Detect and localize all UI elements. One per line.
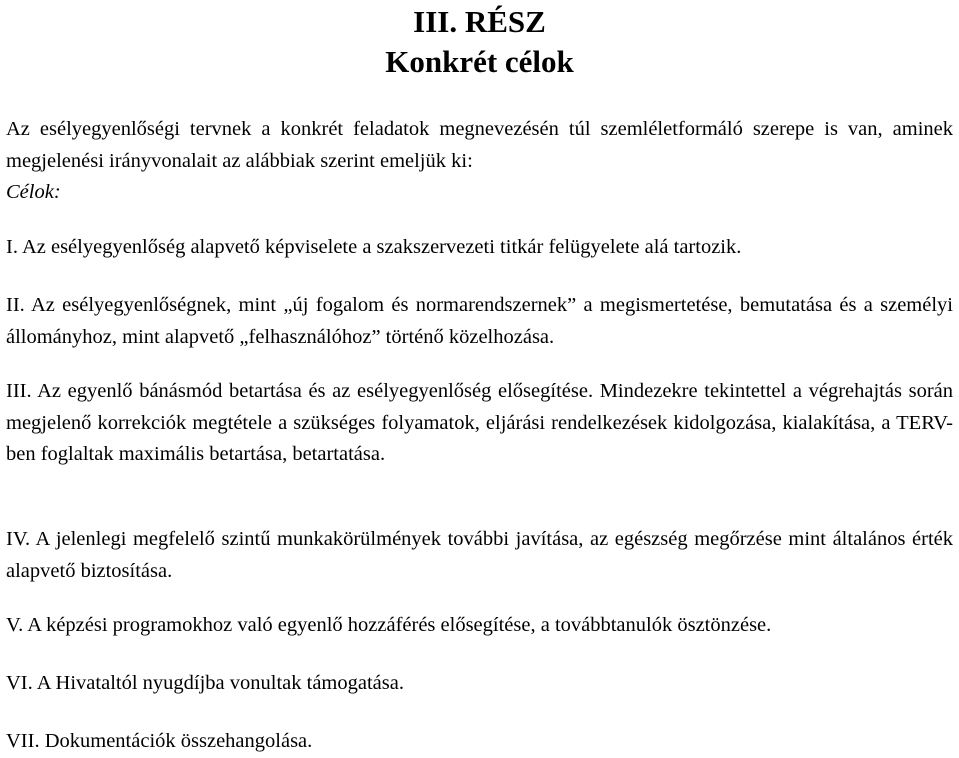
goal-item-2: II. Az esélyegyenlőségnek, mint „új fogalom és normarendszernek” a megismertetése, bemutatása és a személyi állományhoz, mint alapvető „felhasználóhoz” történő közelhozása.	[6, 294, 953, 348]
goals-label: Célok:	[6, 181, 61, 203]
goal-item-6: VI. A Hivataltól nyugdíjba vonultak támogatása.	[6, 672, 404, 694]
goal-item-1: I. Az esélyegyenlőség alapvető képviselete a szakszervezeti titkár felügyelete alá tartozik.	[6, 236, 742, 258]
goal-item-5: V. A képzési programokhoz való egyenlő hozzáférés elősegítése, a továbbtanulók ösztönzése.	[6, 614, 772, 636]
title-line-2: Konkrét célok	[385, 44, 574, 79]
intro-paragraph: Az esélyegyenlőségi tervnek a konkrét feladatok megnevezésén túl szemléletformáló szerepe is van, aminek megjelenési irányvonalait az alábbiak szerint emeljük ki:	[6, 118, 953, 172]
page-title	[0, 2, 959, 82]
goal-item-7: VII. Dokumentációk összehangolása.	[6, 730, 313, 752]
title-line-1: III. RÉSZ	[413, 4, 546, 39]
goal-item-4: IV. A jelenlegi megfelelő szintű munkakörülmények további javítása, az egészség megőrzése mint általános érték alapvető biztosítása.	[6, 528, 953, 582]
goal-item-3: III. Az egyenlő bánásmód betartása és az esélyegyenlőség elősegítése. Mindezekre tekintettel a végrehajtás során megjelenő korrekciók megtétele a szükséges folyamatok, eljárási rendelkezések kidolgozása, kialakítása, a TERV-ben foglaltak maximális betartása, betartatása.	[6, 380, 953, 465]
